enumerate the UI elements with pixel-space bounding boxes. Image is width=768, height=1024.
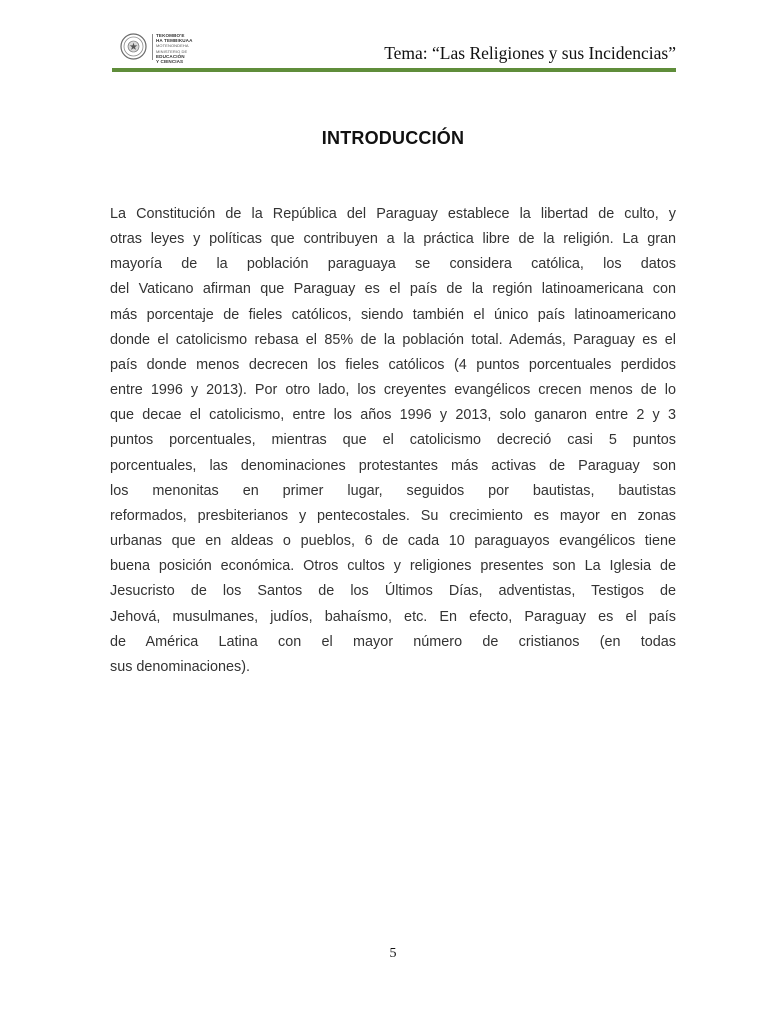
introduction-paragraph	[110, 202, 676, 680]
paragraph-line: reformados, presbiterianos y pentecostales. Su crecimiento es mayor en zonas	[110, 507, 676, 524]
page-number: 5	[389, 946, 397, 961]
ministry-logo	[120, 30, 210, 64]
paragraph-line: de América Latina con el mayor número de cristianos (en todas	[110, 633, 676, 650]
paragraph-line: sus denominaciones).	[110, 658, 250, 675]
logo-divider	[152, 34, 153, 60]
paragraph-line: del Vaticano afirman que Paraguay es el país de la región latinoamericana con	[110, 281, 676, 298]
paragraph-line: Jesucristo de los Santos de los Últimos Días, adventistas, Testigos de	[110, 583, 676, 600]
paragraph-line: otras leyes y políticas que contribuyen a la práctica libre de la religión. La gran	[110, 231, 676, 248]
header-rule	[112, 68, 676, 72]
paragraph-line: entre 1996 y 2013). Por otro lado, los creyentes evangélicos crecen menos de lo	[110, 382, 676, 399]
page-header	[112, 26, 676, 74]
logo-wordmark: TEKOMBO'E HA TEMBIKUAA MOTENONDEHA MINISTERIO DE EDUCACIÓN Y CIENCIAS	[156, 33, 193, 65]
paragraph-line: puntos porcentuales, mientras que el catolicismo decreció casi 5 puntos	[110, 432, 676, 449]
paragraph-line: que decae el catolicismo, entre los años 1996 y 2013, solo ganaron entre 2 y 3	[110, 407, 676, 424]
paragraph-line: Jehová, musulmanes, judíos, bahaísmo, etc. En efecto, Paraguay es el país	[110, 608, 676, 625]
header-title: Tema: “Las Religiones y sus Incidencias”	[384, 43, 676, 63]
paragraph-line: país donde menos decrecen los fieles católicos (4 puntos porcentuales perdidos	[110, 356, 676, 373]
paragraph-line: donde el catolicismo rebasa el 85% de la población total. Además, Paraguay es el	[110, 331, 676, 348]
paragraph-line: los menonitas en primer lugar, seguidos por bautistas, bautistas	[110, 482, 676, 499]
paragraph-line: porcentuales, las denominaciones protestantes más activas de Paraguay son	[110, 457, 676, 474]
paragraph-line: más porcentaje de fieles católicos, siendo también el único país latinoamericano	[110, 306, 676, 323]
section-heading: INTRODUCCIÓN	[321, 128, 465, 148]
paragraph-line: buena posición económica. Otros cultos y religiones presentes son La Iglesia de	[110, 558, 676, 575]
paragraph-line: mayoría de la población paraguaya se considera católica, los datos	[110, 256, 676, 273]
national-seal-icon	[120, 33, 147, 60]
paragraph-line: La Constitución de la República del Paraguay establece la libertad de culto, y	[110, 206, 676, 222]
paragraph-line: urbanas que en aldeas o pueblos, 6 de cada 10 paraguayos evangélicos tiene	[110, 533, 676, 550]
